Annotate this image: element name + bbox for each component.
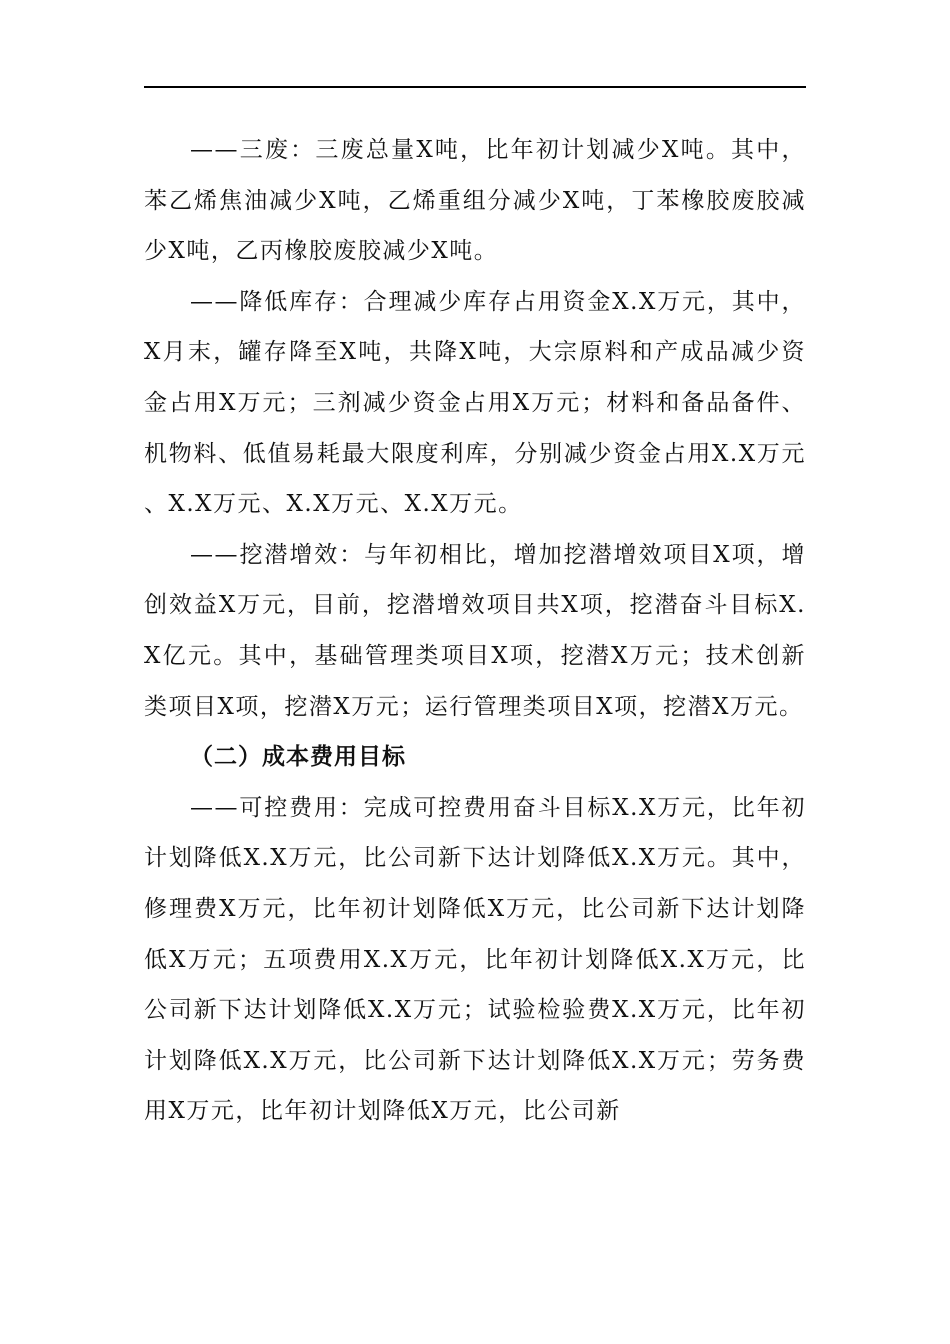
document-body (144, 125, 806, 1137)
paragraph-three-wastes: ——三废：三废总量X吨，比年初计划减少X吨。其中，苯乙烯焦油减少X吨，乙烯重组分减少X吨，丁苯橡胶废胶减少X吨，乙丙橡胶废胶减少X吨。 (144, 137, 806, 265)
header-rule (144, 86, 806, 88)
paragraph-tap-potential: ——挖潜增效：与年初相比，增加挖潜增效项目X项，增创效益X万元，目前，挖潜增效项目共X项，挖潜奋斗目标X.X亿元。其中，基础管理类项目X项，挖潜X万元；技术创新类项目X项，挖潜X万元；运行管理类项目X项，挖潜X万元。 (144, 541, 806, 720)
paragraph-controllable-costs: ——可控费用：完成可控费用奋斗目标X.X万元，比年初计划降低X.X万元，比公司新下达计划降低X.X万元。其中，修理费X万元，比年初计划降低X万元，比公司新下达计划降低X万元；五项费用X.X万元，比年初计划降低X.X万元，比公司新下达计划降低X.X万元；试验检验费X.X万元，比年初计划降低X.X万元，比公司新下达计划降低X.X万元；劳务费用X万元，比年初计划降低X万元，比公司新 (144, 794, 806, 1125)
paragraph-reduce-inventory: ——降低库存：合理减少库存占用资金X.X万元，其中，X月末，罐存降至X吨，共降X吨，大宗原料和产成品减少资金占用X万元；三剂减少资金占用X万元；材料和备品备件、机物料、低值易耗最大限度利库，分别减少资金占用X.X万元、X.X万元、X.X万元、X.X万元。 (144, 288, 806, 518)
section-heading-cost-targets: （二）成本费用目标 (190, 744, 406, 771)
